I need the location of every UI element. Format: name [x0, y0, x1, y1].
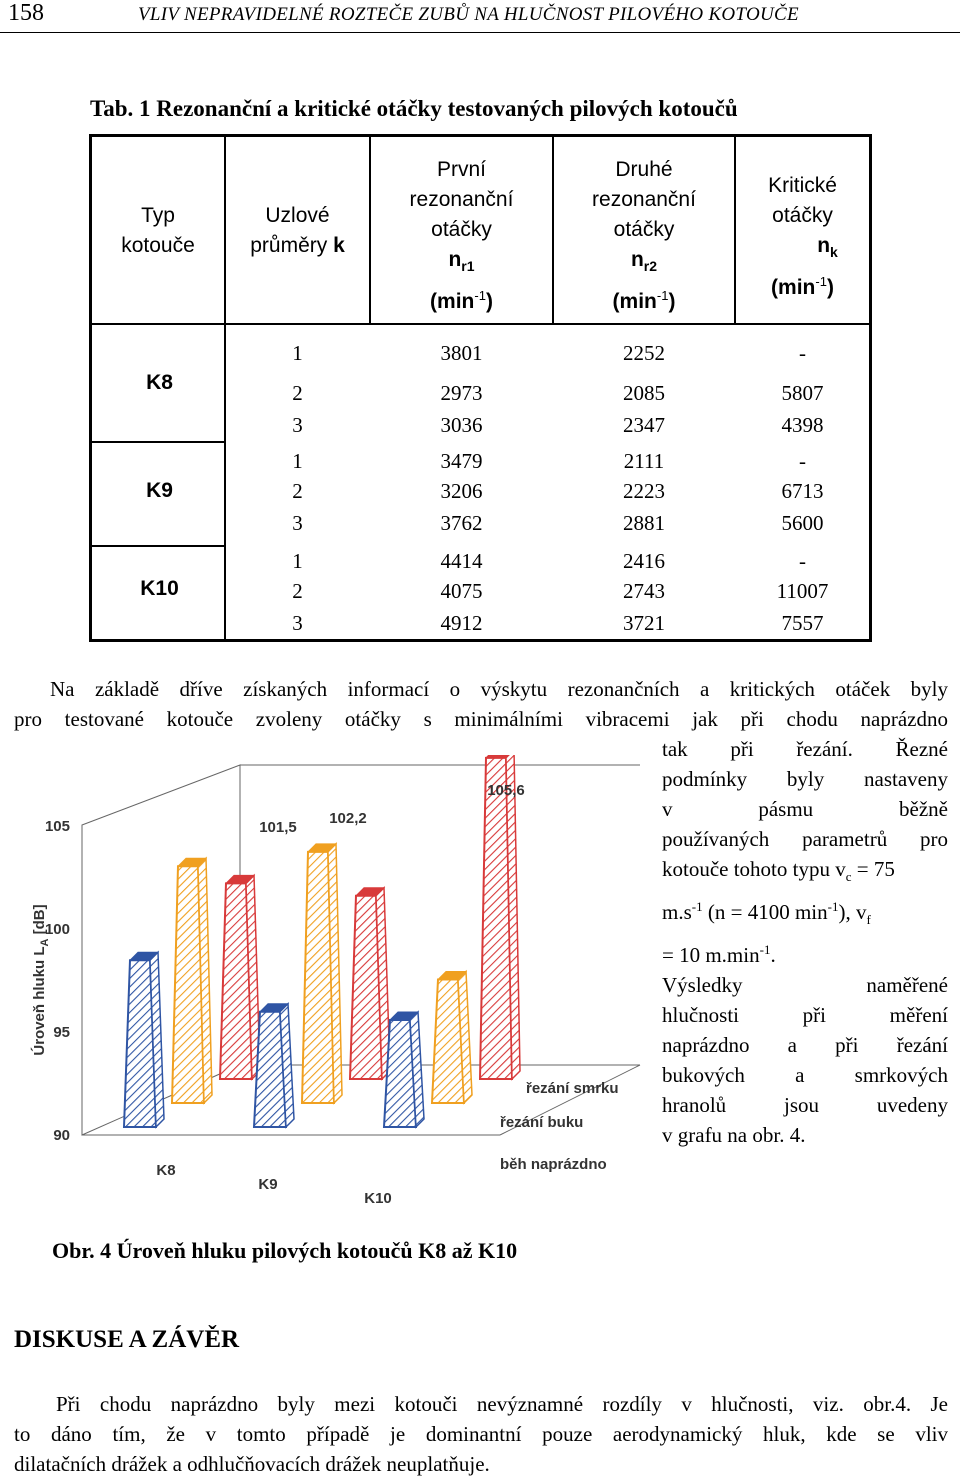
- paragraph-line: pro testované kotouče zvoleny otáčky s minimálními vibracemi jak při chodu naprázdno: [14, 707, 948, 731]
- side-line: používaných parametrů pro: [662, 827, 948, 851]
- table-caption: Tab. 1 Rezonanční a kritické otáčky testovaných pilových kotoučů: [90, 96, 738, 121]
- table-cell-k: 2: [292, 381, 303, 405]
- side-line: naprázdno a při řezání: [662, 1033, 948, 1058]
- running-title: VLIV NEPRAVIDELNÉ ROZTEČE ZUBŮ NA HLUČNOST PILOVÉHO KOTOUČE: [138, 4, 799, 25]
- header-typ: Typ kotouče: [121, 204, 195, 257]
- table-cell-k: 3: [292, 511, 303, 535]
- value-annotation: 101,5: [259, 819, 297, 836]
- table-cell-nk: 5807: [781, 381, 824, 405]
- rpm-table: [89, 134, 872, 642]
- table-cell-k: 3: [292, 413, 303, 437]
- chart-bars: [124, 755, 520, 1127]
- figure-caption: Obr. 4 Úroveň hluku pilových kotoučů K8 až K10: [52, 1238, 518, 1263]
- paragraph-line: Na základě dříve získaných informací o výskytu rezonančních a kritických otáček byly: [50, 677, 948, 701]
- table-cell-nr1: 3762: [440, 511, 483, 535]
- table-cell-nk: 5600: [781, 511, 824, 535]
- section-title: DISKUSE A ZÁVĚR: [14, 1326, 240, 1353]
- category-label: K8: [156, 1162, 176, 1179]
- side-line: v grafu na obr. 4.: [662, 1123, 806, 1148]
- type-label: K8: [146, 371, 173, 394]
- side-line: v pásmu běžně: [662, 797, 948, 821]
- side-line: bukových a smrkových: [662, 1063, 948, 1088]
- table-cell-nr2: 2085: [623, 381, 665, 405]
- table-cell-nr1: 4075: [440, 579, 483, 603]
- table-group-rule: [92, 441, 224, 443]
- paragraph-line: dilatačních drážek a odhlučňovacích drážek neuplatňuje.: [14, 1452, 490, 1476]
- paragraph-line: Při chodu naprázdno byly mezi kotouči nevýznamné rozdíly v hlučnosti, viz. obr.4. Je: [56, 1392, 948, 1416]
- table-cell-nk: 7557: [781, 611, 824, 635]
- table-cell-nk: 6713: [781, 479, 824, 503]
- table-cell-nk: 11007: [776, 579, 829, 603]
- table-cell-nr2: 2881: [623, 511, 665, 535]
- value-annotation: 105,6: [487, 782, 525, 799]
- value-annotation: 102,2: [329, 810, 367, 827]
- type-label: K10: [140, 577, 179, 600]
- table-cell-nk: -: [799, 341, 806, 365]
- table-cell-nk: -: [799, 549, 806, 573]
- table-cell-nr1: 4912: [440, 611, 483, 635]
- table-group-rule: [92, 545, 224, 547]
- table-cell-nr1: 3479: [440, 449, 483, 473]
- side-line-vf: = 10 $m.\min^{-1}$.: [662, 942, 776, 968]
- category-label: K9: [258, 1176, 278, 1193]
- type-label: K9: [146, 479, 173, 502]
- table-cell-k: 2: [292, 579, 303, 603]
- table-cell-nk: -: [799, 449, 806, 473]
- table-cell-nr1: 2973: [440, 381, 483, 405]
- noise-level-chart: [30, 755, 650, 1215]
- side-line: Výsledky naměřené: [662, 973, 948, 998]
- series-label: řezání buku: [500, 1114, 584, 1131]
- table-cell-nr2: 2111: [623, 449, 665, 473]
- table-cell-nr1: 3036: [440, 413, 483, 437]
- header-second-resonance: Druhé rezonanční otáčky $n_{r2}$ $(\min^{-1})$: [592, 158, 696, 314]
- header-nodal: Uzlové průměry k: [250, 204, 345, 257]
- side-line-vc: kotouče tohoto typu $v_c = 75$: [662, 857, 895, 885]
- table-cell-k: 3: [292, 611, 303, 635]
- table-cell-nr2: 2252: [623, 341, 665, 365]
- table-cell-nr1: 3801: [440, 341, 483, 365]
- table-cell-k: 1: [292, 549, 303, 573]
- side-line: hlučnosti při měření: [662, 1003, 948, 1028]
- series-label: běh naprázdno: [500, 1156, 607, 1173]
- paragraph-line: to dáno tím, že v tomto případě je dominantní pouze aerodynamický hluk, kde se vliv: [14, 1422, 948, 1446]
- table-cell-k: 2: [292, 479, 303, 503]
- table-cell-nr2: 2416: [623, 549, 665, 573]
- header-critical: Kritické otáčky $n_k$ $(\min^{-1})$: [768, 174, 838, 300]
- header-rule: [0, 32, 960, 33]
- series-label: řezání smrku: [526, 1080, 619, 1097]
- table-cell-nk: 4398: [781, 413, 824, 437]
- category-label: K10: [364, 1190, 392, 1207]
- table-cell-nr2: 2223: [623, 479, 665, 503]
- table-cell-nr1: 4414: [440, 549, 483, 573]
- table-cell-nr2: 3721: [623, 611, 665, 635]
- y-axis-label: Úroveň hluku $L_A$ [dB]: [31, 904, 51, 1056]
- table-cell-nr2: 2347: [623, 413, 665, 437]
- y-tick-label: 105: [44, 818, 70, 836]
- table-cell-nr2: 2743: [623, 579, 665, 603]
- table-header-rule: [92, 323, 869, 325]
- y-tick-label: 95: [53, 1024, 70, 1042]
- y-tick-label: 90: [53, 1127, 70, 1144]
- header-first-resonance: První rezonanční otáčky $n_{r1}$ $(\min^{-1})$: [409, 158, 514, 314]
- table-cell-nr1: 3206: [440, 479, 483, 503]
- page-number: 158: [8, 0, 44, 26]
- side-line: podmínky byly nastaveny: [662, 767, 948, 791]
- table-cell-k: 1: [292, 341, 303, 365]
- y-tick-label: 100: [44, 921, 70, 939]
- side-line: hranolů jsou uvedeny: [662, 1093, 948, 1118]
- side-line-ms: $m.s^{-1}$ (n = 4100 $\min^{-1}$), $v_f$: [662, 899, 871, 928]
- side-text: [662, 734, 948, 1150]
- side-line: tak při řezání. Řezné: [662, 737, 948, 761]
- table-cell-k: 1: [292, 449, 303, 473]
